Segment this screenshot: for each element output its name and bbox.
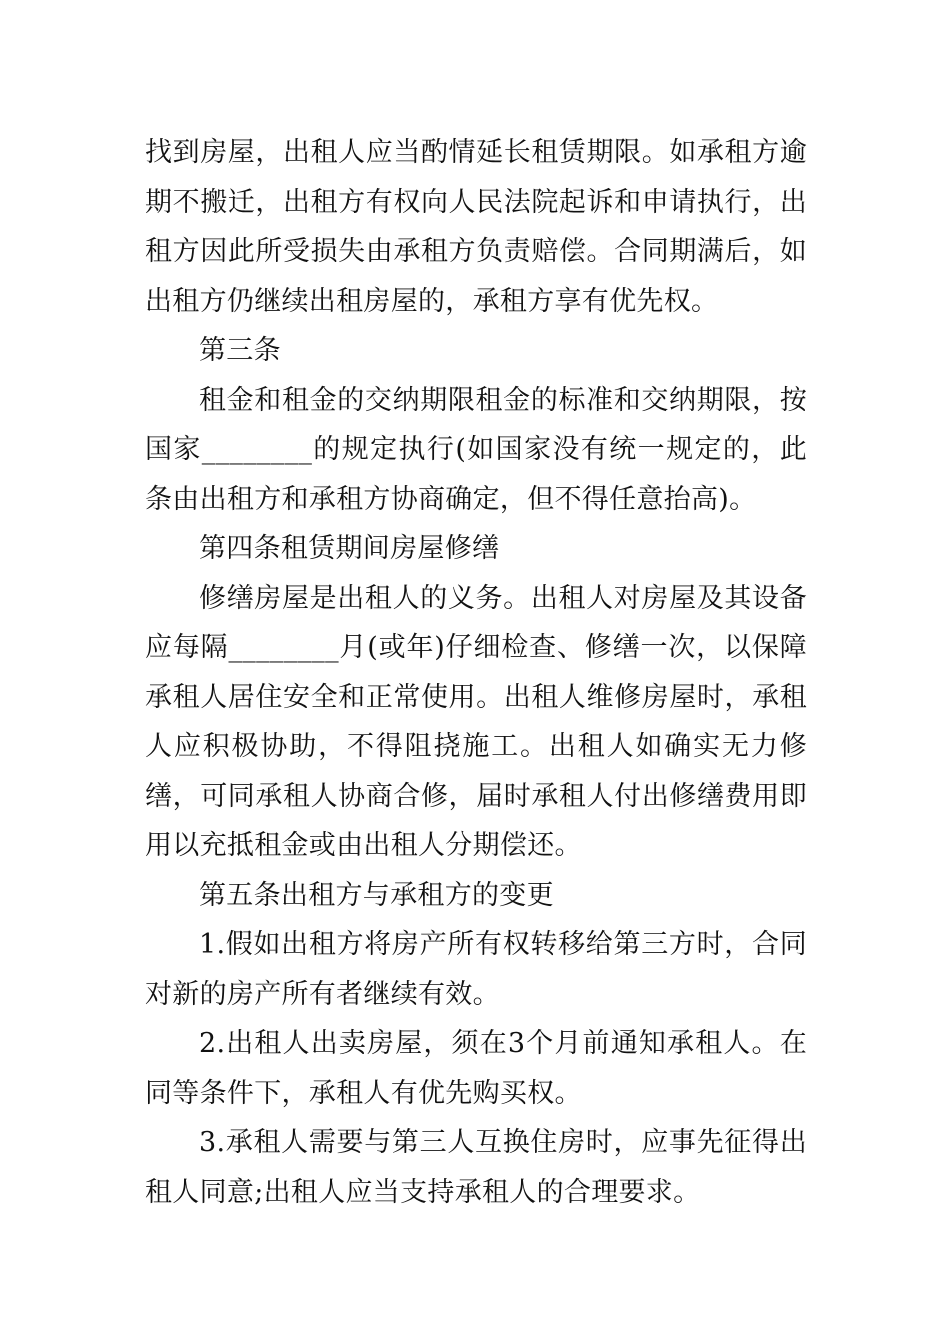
document-body [145, 128, 807, 1217]
paragraph-item-3: 3.承租人需要与第三人互换住房时，应事先征得出租人同意;出租人应当支持承租人的合理要求。 [145, 1127, 807, 1208]
paragraph-item-2: 2.出租人出卖房屋，须在3个月前通知承租人。在同等条件下，承租人有优先购买权。 [145, 1028, 807, 1109]
paragraph-repair: 修缮房屋是出租人的义务。出租人对房屋及其设备应每隔________月(或年)仔细检查、修缮一次，以保障承租人居住安全和正常使用。出租人维修房屋时，承租人应积极协助，不得阻挠施工。出租人如确实无力修缮，可同承租人协商合修，届时承租人付出修缮费用即用以充抵租金或由出租人分期偿还。 [145, 582, 807, 861]
paragraph-item-1: 1.假如出租方将房产所有权转移给第三方时，合同对新的房产所有者继续有效。 [145, 929, 807, 1010]
paragraph-rent: 租金和租金的交纳期限租金的标准和交纳期限，按国家________的规定执行(如国家没有统一规定的，此条由出租方和承租方协商确定，但不得任意抬高)。 [145, 384, 807, 515]
heading-article-4: 第四条租赁期间房屋修缮 [199, 533, 500, 564]
heading-article-3: 第三条 [199, 335, 281, 366]
heading-article-5: 第五条出租方与承租方的变更 [199, 879, 554, 911]
paragraph-continuation: 找到房屋，出租人应当酌情延长租赁期限。如承租方逾期不搬迁，出租方有权向人民法院起诉和申请执行，出租方因此所受损失由承租方负责赔偿。合同期满后，如出租方仍继续出租房屋的，承租方享有优先权。 [145, 137, 807, 317]
